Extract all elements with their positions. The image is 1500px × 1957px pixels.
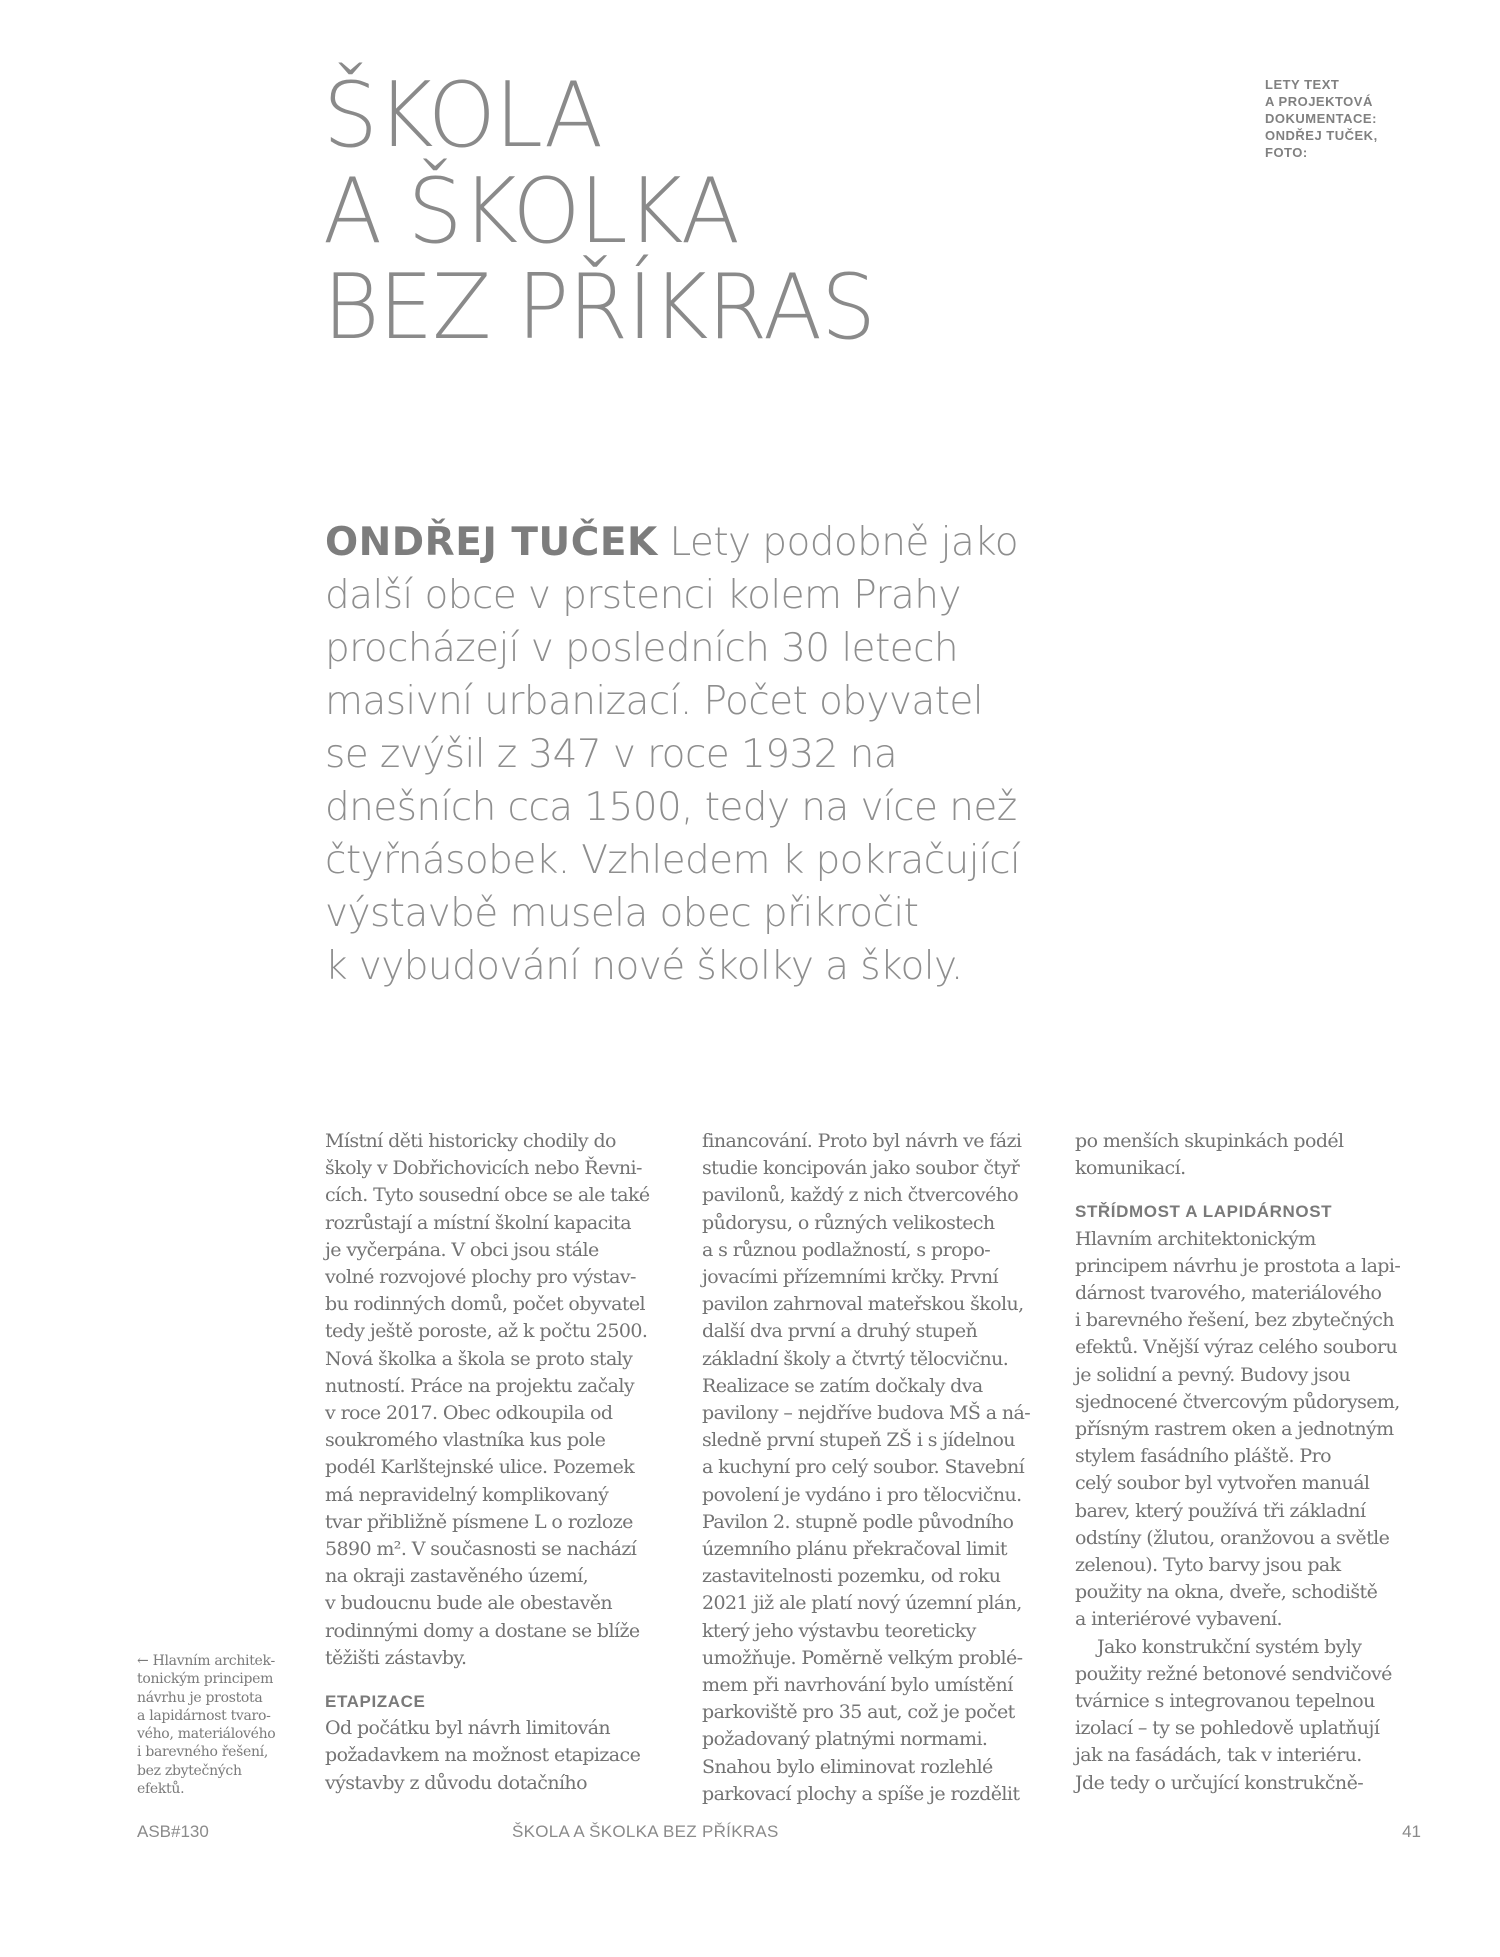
body-line: Nová školka a škola se proto staly [325, 1347, 633, 1370]
page-number: 41 [1402, 1822, 1421, 1841]
body-line: Jako konstrukční systém byly [1097, 1635, 1362, 1658]
lead-line: další obce v prstenci kolem Prahy [325, 573, 961, 618]
body-line: pavilonů, každý z nich čtvercového [702, 1184, 1019, 1207]
body-line: těžišti zástavby. [325, 1646, 467, 1669]
caption-line: i barevného řešení, [137, 1744, 269, 1761]
body-line: tvar přibližně písmene L o rozloze [325, 1510, 633, 1533]
body-line: principem návrhu je prostota a lapi- [1075, 1254, 1401, 1277]
article-title [323, 63, 898, 360]
caption-line: bez zbytečných [137, 1762, 242, 1779]
body-line: použity na okna, dveře, schodiště [1075, 1581, 1378, 1604]
body-line: povolení je vydáno i pro tělocvičnu. [702, 1483, 1022, 1506]
body-line: Realizace se zatím dočkaly dva [702, 1374, 983, 1397]
body-line: požadovaný platnými normami. [702, 1728, 988, 1751]
lead-line: procházejí v posledních 30 letech [325, 626, 958, 671]
lead-author: ONDŘEJ TUČEK [325, 520, 658, 565]
body-line: sledně první stupeň ZŠ i s jídelnou [702, 1429, 1015, 1452]
caption-line: a lapidárnost tvaro- [137, 1707, 271, 1724]
magazine-issue: ASB#130 [137, 1822, 209, 1841]
section-heading: ETAPIZACE [325, 1692, 426, 1712]
body-line: Pavilon 2. stupně podle původního [702, 1510, 1014, 1533]
section-heading: STŘÍDMOST A LAPIDÁRNOST [1075, 1202, 1333, 1222]
body-column-2 [702, 1128, 1062, 1808]
body-line: použity režné betonové sendvičové [1075, 1662, 1392, 1685]
body-line: přísným rastrem oken a jednotným [1075, 1418, 1394, 1441]
body-line: rozrůstají a místní školní kapacita [325, 1211, 631, 1234]
body-line: celý soubor byl vytvořen manuál [1075, 1472, 1370, 1495]
body-line: v budoucnu bude ale obestavěn [325, 1592, 613, 1615]
paragraph-gap [325, 1672, 685, 1688]
body-line: soukromého vlastníka kus pole [325, 1429, 606, 1452]
body-line: Od počátku byl návrh limitován [325, 1717, 611, 1740]
body-line: Hlavním architektonickým [1075, 1227, 1316, 1250]
body-line: stylem fasádního pláště. Pro [1075, 1445, 1331, 1468]
body-line: umožňuje. Poměrně velkým problé- [702, 1646, 1023, 1669]
caption-line: vého, materiálového [137, 1726, 276, 1743]
body-line: základní školy a čtvrtý tělocvičnu. [702, 1347, 1009, 1370]
body-line: Snahou bylo eliminovat rozlehlé [702, 1755, 993, 1778]
caption-line: efektů. [137, 1781, 185, 1798]
credits [1265, 76, 1378, 161]
lead-line: výstavbě musela obec přikročit [325, 891, 919, 936]
body-line: zastavitelnosti pozemku, od roku [702, 1565, 1001, 1588]
body-line: komunikací. [1075, 1157, 1186, 1180]
body-line: efektů. Vnější výraz celého souboru [1075, 1336, 1398, 1359]
body-line: tvárnice s integrovanou tepelnou [1075, 1690, 1375, 1713]
credits-line: ONDŘEJ TUČEK, [1265, 128, 1378, 143]
body-line: má nepravidelný komplikovaný [325, 1483, 609, 1506]
title-line: ŠKOLA [323, 63, 603, 168]
body-line: financování. Proto byl návrh ve fázi [702, 1130, 1022, 1152]
body-line: výstavby z důvodu dotačního [325, 1771, 587, 1794]
lead-line: dnešních cca 1500, tedy na více než [325, 785, 1017, 830]
page-footer [0, 1822, 1500, 1848]
body-line: 5890 m². V současnosti se nachází [325, 1538, 637, 1561]
body-line: dárnost tvarového, materiálového [1075, 1282, 1382, 1305]
body-line: na okraji zastavěného území, [325, 1565, 589, 1588]
body-line: i barevného řešení, bez zbytečných [1075, 1309, 1394, 1332]
body-line: jak na fasádách, tak v interiéru. [1075, 1744, 1362, 1767]
body-line: rodinnými domy a dostane se blíže [325, 1619, 640, 1642]
body-line: nutností. Práce na projektu začaly [325, 1374, 635, 1397]
body-line: sjednocené čtvercovým půdorysem, [1075, 1390, 1400, 1413]
body-line: požadavkem na možnost etapizace [325, 1744, 641, 1767]
lead-line: čtyřnásobek. Vzhledem k pokračující [325, 838, 1021, 883]
body-line: je vyčerpána. V obci jsou stále [325, 1238, 599, 1261]
body-line: jovacími přízemními krčky. První [702, 1266, 999, 1289]
body-column-3 [1075, 1128, 1435, 1797]
paragraph-gap [1075, 1182, 1435, 1198]
body-line: mem při navrhování bylo umístění [702, 1674, 1013, 1697]
body-line: odstíny (žlutou, oranžovou a světle [1075, 1526, 1390, 1549]
body-line: zelenou). Tyto barvy jsou pak [1075, 1554, 1341, 1577]
title-line: BEZ PŘÍKRAS [323, 255, 876, 360]
body-line: parkovací plochy a spíše je rozdělit [702, 1782, 1020, 1805]
body-line: podél Karlštejnské ulice. Pozemek [325, 1456, 635, 1479]
title-line: A ŠKOLKA [323, 159, 740, 264]
lead-line: Lety podobně jako [657, 520, 1018, 565]
body-line: barev, který používá tři základní [1075, 1499, 1366, 1522]
body-line: pavilon zahrnoval mateřskou školu, [702, 1293, 1024, 1316]
body-line: studie koncipován jako soubor čtyř [702, 1157, 1020, 1180]
body-line: izolací – ty se pohledově uplatňují [1075, 1717, 1380, 1740]
credits-line: LETY TEXT [1265, 77, 1340, 92]
body-line: cích. Tyto sousední obce se ale také [325, 1184, 650, 1207]
caption-line: ← Hlavním architek- [137, 1653, 275, 1669]
body-line: Jde tedy o určující konstrukčně- [1075, 1771, 1364, 1794]
credits-line: DOKUMENTACE: [1265, 111, 1377, 126]
body-line: školy v Dobřichovicích nebo Řevni- [325, 1157, 642, 1180]
photo-caption [137, 1652, 307, 1798]
body-line: další dva první a druhý stupeň [702, 1320, 978, 1343]
body-line: a s různou podlažností, s propo- [702, 1238, 991, 1261]
credits-line: A PROJEKTOVÁ [1265, 94, 1373, 109]
body-line: po menších skupinkách podél [1075, 1130, 1344, 1152]
lead-line: masivní urbanizací. Počet obyvatel [325, 679, 983, 724]
body-line: 2021 již ale platí nový územní plán, [702, 1592, 1022, 1615]
body-line: tedy ještě poroste, až k počtu 2500. [325, 1320, 648, 1343]
lead-paragraph [325, 516, 1085, 993]
body-line: půdorysu, o různých velikostech [702, 1211, 995, 1234]
credits-line: FOTO: [1265, 145, 1308, 160]
lead-line: se zvýšil z 347 v roce 1932 na [325, 732, 898, 777]
caption-line: návrhu je prostota [137, 1689, 263, 1706]
body-line: bu rodinných domů, počet obyvatel [325, 1293, 645, 1316]
body-line: volné rozvojové plochy pro výstav- [325, 1266, 636, 1289]
body-line: územního plánu překračoval limit [702, 1538, 1007, 1561]
body-line: a kuchyní pro celý soubor. Stavební [702, 1456, 1025, 1479]
body-line: Místní děti historicky chodily do [325, 1130, 616, 1152]
caption-line: tonickým principem [137, 1671, 274, 1688]
lead-line: k vybudování nové školky a školy. [325, 944, 963, 989]
body-line: a interiérové vybavení. [1075, 1608, 1282, 1631]
running-title: ŠKOLA A ŠKOLKA BEZ PŘÍKRAS [512, 1822, 779, 1841]
body-line: který jeho výstavbu teoreticky [702, 1619, 976, 1642]
body-line: v roce 2017. Obec odkoupila od [325, 1402, 613, 1425]
body-line: pavilony – nejdříve budova MŠ a ná- [702, 1402, 1031, 1425]
body-line: je solidní a pevný. Budovy jsou [1075, 1363, 1351, 1386]
body-line: parkoviště pro 35 aut, což je počet [702, 1701, 1015, 1724]
body-column-1 [325, 1128, 685, 1797]
